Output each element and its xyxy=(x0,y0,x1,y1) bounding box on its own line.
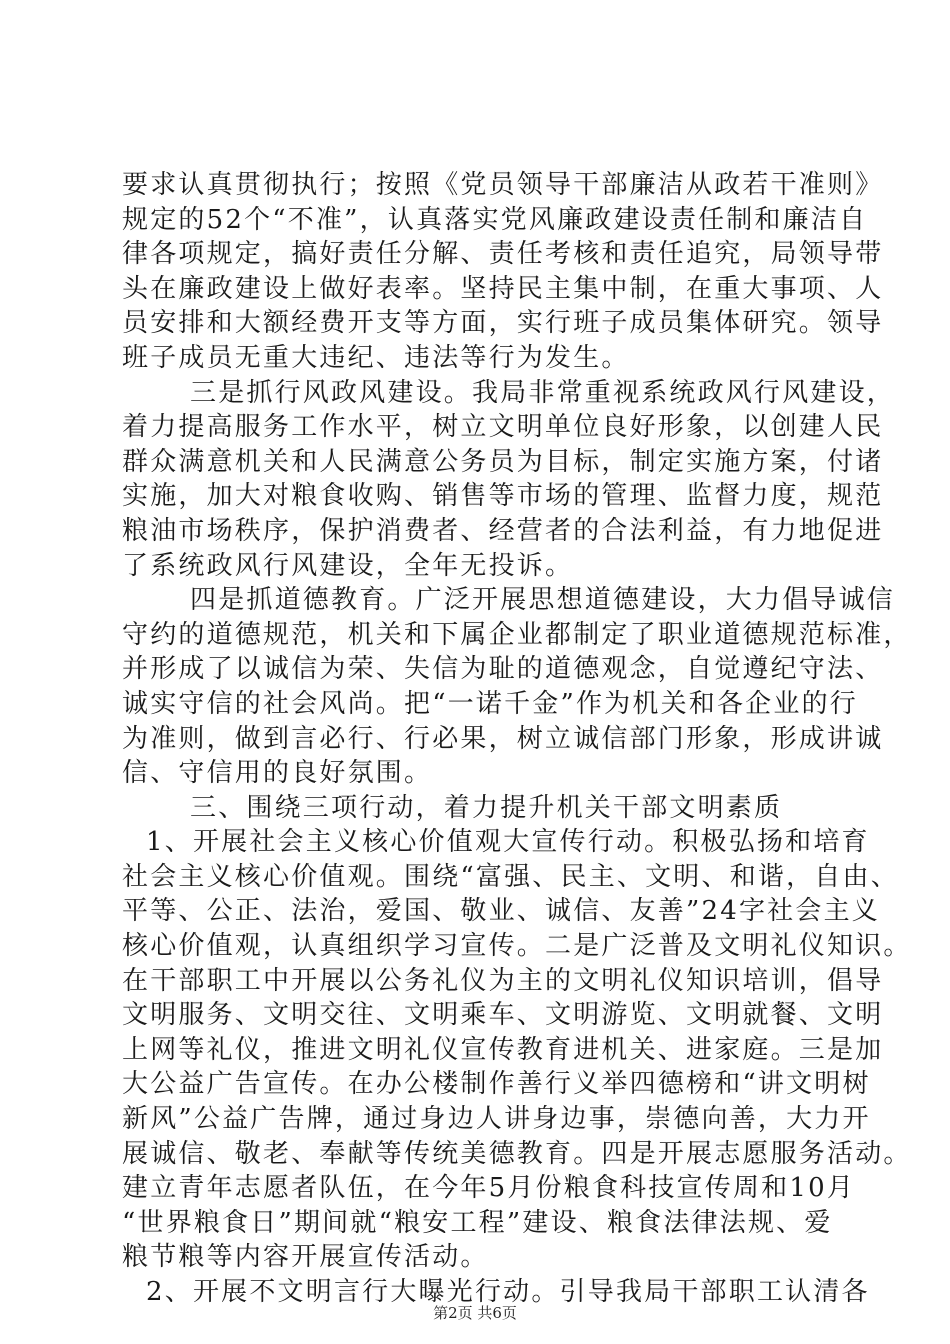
text-line: 头在廉政建设上做好表率。坚持民主集中制，在重大事项、人 xyxy=(122,273,884,304)
text-line: 核心价值观，认真组织学习宣传。二是广泛普及文明礼仪知识。 xyxy=(122,931,912,962)
text-line: 律各项规定，搞好责任分解、责任考核和责任追究，局领导带 xyxy=(122,239,884,270)
text-line: 规定的52个“不准”，认真落实党风廉政建设责任制和廉洁自 xyxy=(122,204,868,235)
text-line: 了系统政风行风建设，全年无投诉。 xyxy=(122,550,574,581)
text-line: 上网等礼仪，推进文明礼仪宣传教育进机关、进家庭。三是加 xyxy=(122,1034,884,1065)
text-line: 大公益广告宣传。在办公楼制作善行义举四德榜和“讲文明树 xyxy=(122,1069,871,1100)
text-line: 2、开展不文明言行大曝光行动。引导我局干部职工认清各 xyxy=(146,1277,870,1307)
text-line: 信、守信用的良好氛围。 xyxy=(122,758,433,789)
text-line: 实施，加大对粮食收购、销售等市场的管理、监督力度，规范 xyxy=(122,481,884,512)
page-number-footer: 第2页 共6页 xyxy=(433,1304,517,1322)
text-line: 为准则，做到言必行、行必果，树立诚信部门形象，形成讲诚 xyxy=(122,723,884,754)
text-line: 诚实守信的社会风尚。把“一诺千金”作为机关和各企业的行 xyxy=(122,688,858,719)
text-line: “世界粮食日”期间就“粮安工程”建设、粮食法律法规、爱 xyxy=(122,1207,833,1238)
text-line: 展诚信、敬老、奉献等传统美德教育。四是开展志愿服务活动。 xyxy=(122,1138,912,1169)
text-line: 群众满意机关和人民满意公务员为目标，制定实施方案，付诸 xyxy=(122,446,884,477)
text-line: 社会主义核心价值观。围绕“富强、民主、文明、和谐，自由、 xyxy=(122,861,899,892)
text-line: 员安排和大额经费开支等方面，实行班子成员集体研究。领导 xyxy=(122,308,884,339)
text-line: 粮油市场秩序，保护消费者、经营者的合法利益，有力地促进 xyxy=(122,515,884,546)
text-line: 四是抓道德教育。广泛开展思想道德建设，大力倡导诚信 xyxy=(190,585,896,616)
text-line: 班子成员无重大违纪、违法等行为发生。 xyxy=(122,342,630,373)
text-line: 三、围绕三项行动，着力提升机关干部文明素质 xyxy=(190,792,783,823)
text-line: 三是抓行风政风建设。我局非常重视系统政风行风建设， xyxy=(190,377,896,408)
text-line: 要求认真贯彻执行；按照《党员领导干部廉洁从政若干准则》 xyxy=(122,170,884,200)
text-line: 在干部职工中开展以公务礼仪为主的文明礼仪知识培训，倡导 xyxy=(122,965,884,996)
text-line: 粮节粮等内容开展宣传活动。 xyxy=(122,1242,489,1273)
text-line: 建立青年志愿者队伍，在今年5月份粮食科技宣传周和10月 xyxy=(122,1173,856,1204)
text-line: 并形成了以诚信为荣、失信为耻的道德观念，自觉遵纪守法、 xyxy=(122,654,884,685)
text-line: 守约的道德规范，机关和下属企业都制定了职业道德规范标准， xyxy=(122,619,912,650)
text-line: 平等、公正、法治，爱国、敬业、诚信、友善”24字社会主义 xyxy=(122,896,880,927)
document-body xyxy=(122,168,912,1310)
text-line: 1、开展社会主义核心价值观大宣传行动。积极弘扬和培育 xyxy=(146,827,870,858)
text-line: 文明服务、文明交往、文明乘车、文明游览、文明就餐、文明 xyxy=(122,1000,884,1031)
text-line: 新风”公益广告牌，通过身边人讲身边事，崇德向善，大力开 xyxy=(122,1104,871,1135)
text-line: 着力提高服务工作水平，树立文明单位良好形象，以创建人民 xyxy=(122,412,884,443)
